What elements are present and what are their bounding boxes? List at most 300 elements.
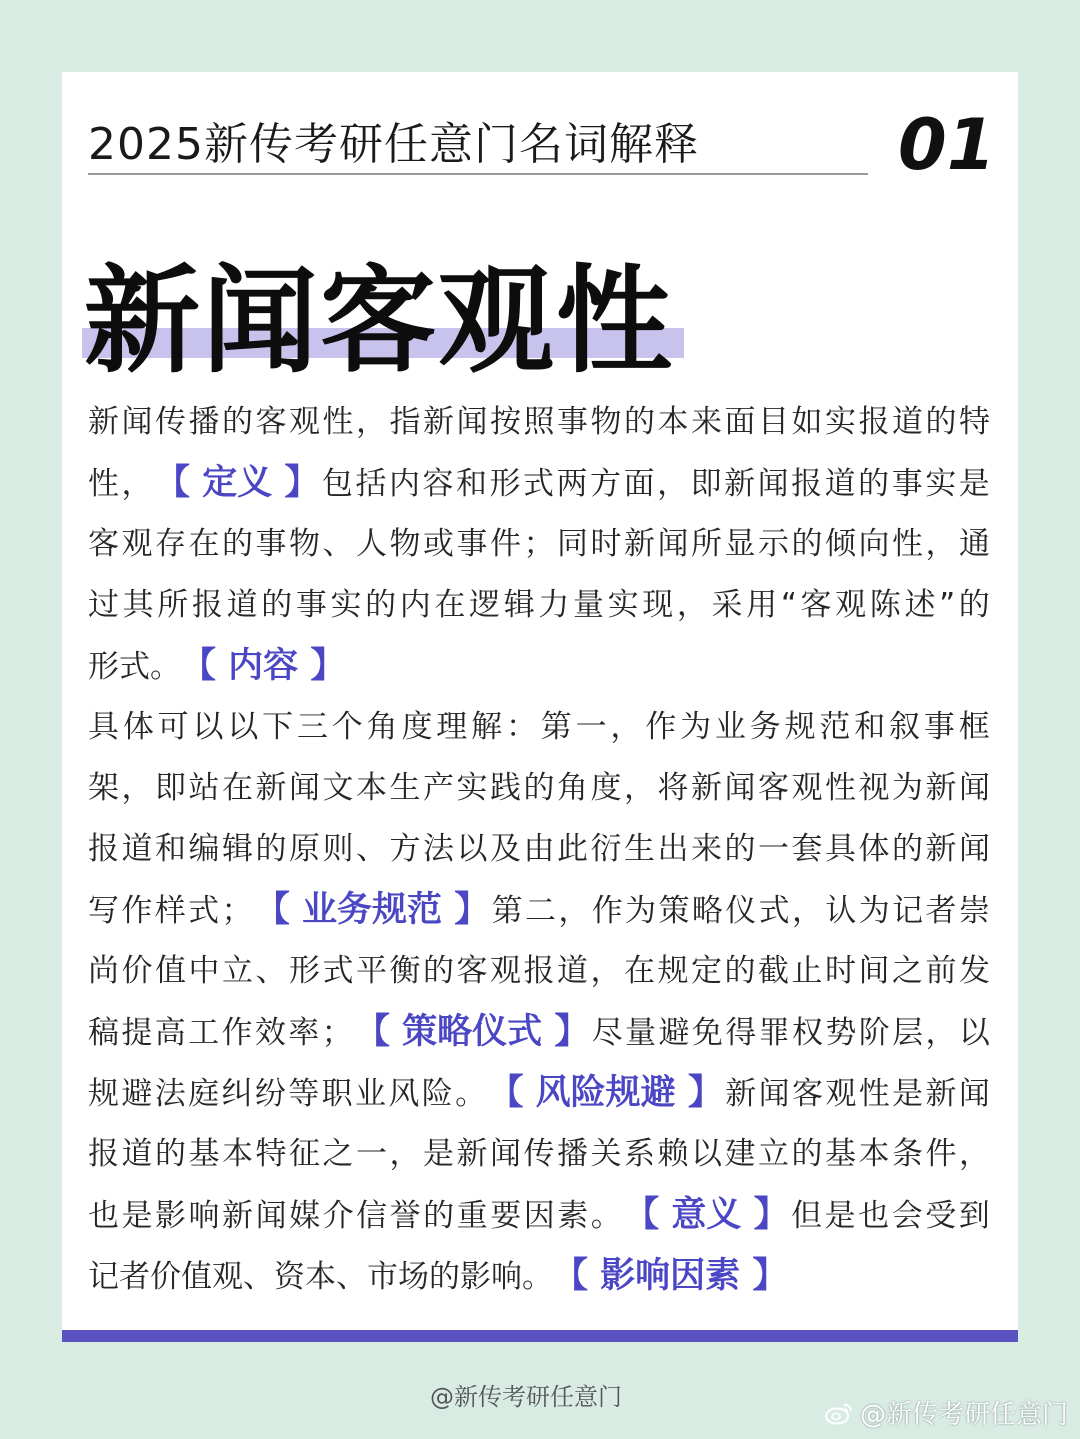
header-divider	[88, 173, 868, 175]
body-char: 时	[825, 953, 856, 989]
body-char: 观	[289, 404, 320, 440]
category-tag: 【 影响因素 】	[553, 1256, 788, 1296]
body-char: 立	[222, 953, 253, 989]
body-char: 可	[157, 709, 189, 745]
body-char: 作	[121, 893, 153, 929]
body-char: 闻	[757, 466, 789, 502]
body-char: ”	[939, 587, 956, 623]
body-char: 介	[322, 1198, 354, 1234]
body-char: 体	[122, 709, 154, 745]
body-char: 在	[624, 953, 655, 989]
body-line	[88, 1002, 990, 1063]
body-char: 生	[389, 770, 421, 806]
body-char: 以	[958, 1015, 990, 1051]
body-char: 量	[625, 1015, 657, 1051]
body-char: 特	[255, 1136, 287, 1172]
body-line	[88, 514, 990, 575]
body-char: 观	[791, 770, 823, 806]
term-title: 新闻客观性	[84, 253, 674, 389]
body-line	[88, 758, 990, 819]
body-char: ，	[590, 953, 622, 989]
category-tag: 【 风险规避 】	[488, 1073, 723, 1113]
body-char: 事	[891, 466, 923, 502]
body-char: 仪	[725, 893, 757, 929]
body-char: 率	[288, 1015, 320, 1051]
body-char: 影	[460, 1259, 491, 1295]
body-char: 本	[858, 1136, 890, 1172]
body-char: 是	[958, 466, 990, 502]
body-char: 其	[122, 587, 154, 623]
body-char: 闻	[490, 1136, 521, 1172]
body-char: 一	[758, 831, 789, 867]
body-char: 作	[221, 1015, 253, 1051]
body-char: 闻	[121, 404, 153, 440]
body-char: 传	[155, 404, 186, 440]
body-char: 第	[491, 893, 523, 929]
body-char: 二	[525, 893, 556, 929]
body-char: 为	[858, 893, 890, 929]
body-char: 逻	[469, 587, 501, 623]
body-char: 闻	[758, 1076, 790, 1112]
body-char: 关	[590, 1136, 622, 1172]
body-char: 实	[925, 466, 957, 502]
body-char: 效	[254, 1015, 286, 1051]
body-char: 式	[758, 893, 790, 929]
body-char: 力	[538, 587, 570, 623]
body-char: 样	[154, 893, 186, 929]
body-char: ，	[389, 1136, 421, 1172]
body-char: ：	[505, 709, 537, 745]
category-tag: 【 定义 】	[155, 463, 320, 503]
body-char: 写	[88, 893, 119, 929]
body-char: 等	[288, 1076, 320, 1112]
body-char: 视	[858, 770, 890, 806]
body-char: 报	[523, 953, 555, 989]
body-char: 倾	[825, 526, 856, 562]
body-char: 事	[295, 587, 327, 623]
body-char: 庭	[188, 1076, 220, 1112]
body-char: 避	[121, 1076, 153, 1112]
body-char: 在	[222, 770, 253, 806]
body-char: 物	[389, 526, 421, 562]
body-char: 观	[825, 1076, 857, 1112]
body-line	[88, 1246, 990, 1307]
body-char: 止	[791, 953, 823, 989]
body-char: 形	[489, 466, 521, 502]
body-char: 业	[714, 709, 746, 745]
body-char: 崇	[958, 893, 990, 929]
body-char: 纷	[254, 1076, 286, 1112]
body-char: 和	[854, 709, 886, 745]
body-char: 则	[322, 831, 354, 867]
body-char: 一	[356, 1136, 387, 1172]
body-char: 报	[791, 466, 823, 502]
body-char: 略	[691, 893, 723, 929]
body-char: 、	[322, 526, 354, 562]
body-char: 、	[336, 1259, 367, 1295]
weibo-watermark	[824, 1394, 1068, 1431]
body-char: 套	[791, 831, 823, 867]
body-char: 价	[121, 953, 153, 989]
body-char: 方	[590, 466, 622, 502]
body-char: 和	[155, 831, 186, 867]
body-char: 在	[434, 587, 466, 623]
body-char: 发	[959, 953, 990, 989]
body-char: 特	[959, 404, 990, 440]
body-char: 新	[88, 404, 119, 440]
body-char: 闻	[456, 404, 488, 440]
body-char: 用	[746, 587, 778, 623]
body-char: 得	[725, 1015, 757, 1051]
body-char: ，	[558, 893, 590, 929]
body-char: 角	[557, 770, 588, 806]
body-char: 截	[758, 953, 789, 989]
body-line	[88, 636, 990, 697]
body-char: 面	[623, 466, 655, 502]
body-char: 事	[557, 404, 588, 440]
body-char: 实	[607, 587, 639, 623]
body-char: 事	[456, 526, 488, 562]
body-char: 策	[658, 893, 690, 929]
body-char: 本	[356, 770, 387, 806]
body-char: 报	[88, 1136, 119, 1172]
body-char: 稿	[88, 1015, 119, 1051]
body-char: 的	[365, 587, 397, 623]
body-char: ，	[610, 709, 642, 745]
body-char: 辑	[222, 831, 253, 867]
body-char: 的	[925, 404, 957, 440]
body-char: 响	[491, 1259, 522, 1295]
body-char: 条	[892, 1136, 923, 1172]
body-char: 同	[557, 526, 588, 562]
card-bottom-bar	[62, 1330, 1018, 1342]
body-char: 本	[657, 404, 689, 440]
body-char: 是	[892, 1076, 924, 1112]
body-char: 范	[819, 709, 851, 745]
body-char: 即	[690, 466, 722, 502]
body-char: 陈	[869, 587, 901, 623]
body-char: 、	[356, 831, 387, 867]
body-char: 式	[188, 893, 220, 929]
body-char: 。	[590, 1198, 622, 1234]
category-tag: 【 意义 】	[624, 1195, 789, 1235]
body-char: 度	[401, 709, 433, 745]
body-char: 者	[925, 893, 957, 929]
body-char: 但	[791, 1198, 823, 1234]
body-char: 誉	[389, 1198, 421, 1234]
body-char: 示	[758, 526, 789, 562]
body-char: 闻	[657, 526, 689, 562]
body-char: 资	[274, 1259, 305, 1295]
body-char: 作	[645, 709, 677, 745]
body-char: 道	[121, 831, 153, 867]
body-char: 下	[262, 709, 294, 745]
weibo-icon	[824, 1401, 854, 1425]
body-char: 通	[959, 526, 990, 562]
body-char: 物	[590, 404, 622, 440]
body-char: 新	[624, 526, 655, 562]
body-char: 衍	[590, 831, 622, 867]
body-char: 闻	[289, 770, 320, 806]
body-char: 新	[925, 770, 957, 806]
body-char: 的	[724, 831, 756, 867]
body-char: 闻	[959, 831, 990, 867]
body-char: 势	[825, 1015, 857, 1051]
body-char: 观	[121, 526, 153, 562]
body-line	[88, 880, 990, 941]
body-char: 层	[892, 1015, 924, 1051]
body-char: 报	[858, 404, 890, 440]
body-char: 平	[356, 953, 387, 989]
body-char: 影	[155, 1198, 187, 1234]
body-char: 新	[724, 466, 756, 502]
body-char: 采	[711, 587, 743, 623]
body-char: 、	[255, 953, 287, 989]
body-char: 性	[825, 770, 856, 806]
body-char: 的	[791, 1136, 823, 1172]
body-char: 重	[456, 1198, 488, 1234]
body-char: 此	[557, 831, 588, 867]
body-char: ，	[624, 770, 655, 806]
body-char: 基	[188, 1136, 220, 1172]
body-char: 生	[624, 831, 655, 867]
body-char: 避	[658, 1015, 690, 1051]
body-char: 两	[556, 466, 588, 502]
body-char: 过	[88, 587, 119, 623]
body-char: 指	[389, 404, 421, 440]
body-line	[88, 1063, 990, 1124]
body-char: 三	[296, 709, 328, 745]
body-char: 。	[455, 1076, 487, 1112]
body-char: 本	[222, 1136, 253, 1172]
body-char: 之	[322, 1136, 354, 1172]
body-line	[88, 1124, 990, 1185]
body-char: 、	[243, 1259, 274, 1295]
body-char: 征	[289, 1136, 320, 1172]
body-char: 新	[691, 770, 722, 806]
body-char: 值	[155, 953, 186, 989]
body-char: 立	[758, 1136, 789, 1172]
body-char: 来	[691, 831, 722, 867]
body-char: 闻	[255, 1198, 287, 1234]
body-char: 内	[388, 466, 420, 502]
body-char: 的	[261, 587, 293, 623]
body-char: 辑	[503, 587, 535, 623]
body-char: ；	[523, 526, 555, 562]
body-char: 由	[523, 831, 555, 867]
category-tag: 【 业务规范 】	[254, 890, 490, 930]
watermark-text: @新传考研任意门	[859, 1400, 1068, 1430]
body-char: 文	[322, 770, 354, 806]
body-char: 也	[88, 1198, 119, 1234]
body-char: 业	[355, 1076, 386, 1112]
body-char: 向	[858, 526, 890, 562]
body-char: 尽	[591, 1015, 623, 1051]
body-char: 客	[792, 1076, 823, 1112]
body-char: 播	[188, 404, 220, 440]
body-line	[88, 1185, 990, 1246]
body-char: 内	[399, 587, 431, 623]
body-char: ，	[959, 1136, 990, 1172]
body-char: 客	[456, 953, 488, 989]
body-char: 以	[691, 1136, 722, 1172]
body-char: 以	[227, 709, 259, 745]
body-char: 要	[490, 1198, 522, 1234]
body-char: 的	[423, 1198, 455, 1234]
body-char: 权	[792, 1015, 823, 1051]
body-char: 在	[188, 526, 220, 562]
body-char: 式	[322, 953, 354, 989]
body-char: 观	[212, 1259, 243, 1295]
body-char: 的	[423, 953, 454, 989]
body-char: 叙	[889, 709, 921, 745]
body-char: 会	[891, 1198, 923, 1234]
body-char: 的	[222, 404, 253, 440]
body-char: 客	[255, 404, 287, 440]
body-char: 角	[366, 709, 398, 745]
body-char: 时	[590, 526, 622, 562]
body-line	[88, 575, 990, 636]
body-char: 者	[119, 1259, 150, 1295]
body-char: ，	[121, 466, 153, 502]
body-char: ，	[792, 893, 823, 929]
body-char: 风	[388, 1076, 420, 1112]
body-char: 报	[191, 587, 223, 623]
body-char: 作	[591, 893, 623, 929]
body-char: 规	[657, 953, 689, 989]
body-char: 产	[423, 770, 454, 806]
body-char: 件	[925, 1136, 957, 1172]
body-char: 阶	[858, 1015, 890, 1051]
body-char: 具	[88, 709, 119, 745]
body-char: 方	[389, 831, 421, 867]
body-char: 受	[925, 1198, 957, 1234]
body-char: 法	[154, 1076, 186, 1112]
body-char: 性	[858, 1076, 890, 1112]
body-char: 形	[289, 953, 320, 989]
body-char: 传	[523, 1136, 555, 1172]
body-char: 站	[188, 770, 220, 806]
body-char: 到	[958, 1198, 990, 1234]
body-char: 前	[925, 953, 957, 989]
body-char: ，	[657, 466, 689, 502]
body-char: 一	[575, 709, 607, 745]
body-char: 险	[421, 1076, 453, 1112]
body-char: 法	[423, 831, 454, 867]
body-line	[88, 697, 990, 758]
body-char: 的	[429, 1259, 460, 1295]
body-char: 的	[958, 587, 990, 623]
body-char: 现	[642, 587, 674, 623]
body-char: 包	[321, 466, 353, 502]
body-char: 所	[691, 526, 722, 562]
body-char: 为	[680, 709, 712, 745]
definition-body	[88, 392, 990, 1307]
body-char: ，	[121, 770, 153, 806]
body-char: 人	[356, 526, 387, 562]
body-char: 的	[523, 770, 555, 806]
category-tag: 【 策略仪式 】	[355, 1012, 590, 1052]
body-char: 实	[825, 404, 856, 440]
body-char: ；	[221, 893, 253, 929]
body-char: 体	[858, 831, 890, 867]
body-char: 如	[791, 404, 823, 440]
body-char: 新	[725, 1076, 757, 1112]
body-char: 是	[423, 1136, 454, 1172]
body-char: 性	[88, 466, 119, 502]
body-char: 第	[540, 709, 572, 745]
body-char: 免	[691, 1015, 723, 1051]
body-char: 物	[289, 526, 320, 562]
body-char: 本	[305, 1259, 336, 1295]
body-char: 或	[423, 526, 454, 562]
body-char: 实	[456, 770, 488, 806]
body-char: 式	[119, 649, 150, 685]
body-char: 响	[188, 1198, 220, 1234]
body-char: 新	[925, 1076, 957, 1112]
body-char: ，	[925, 1015, 957, 1051]
body-char: 新	[456, 1136, 488, 1172]
body-char: 因	[523, 1198, 555, 1234]
body-char: 场	[398, 1259, 429, 1295]
body-char: 容	[422, 466, 454, 502]
body-char: 之	[892, 953, 923, 989]
body-char: 系	[624, 1136, 655, 1172]
body-char: 将	[657, 770, 689, 806]
body-char: ，	[925, 526, 957, 562]
body-char: 信	[356, 1198, 388, 1234]
body-char: 按	[490, 404, 521, 440]
body-char: 尚	[88, 953, 119, 989]
body-char: 观	[490, 953, 521, 989]
body-char: 观	[835, 587, 867, 623]
body-char: 事	[255, 526, 287, 562]
body-char: 实	[330, 587, 362, 623]
category-tag: 【 内容 】	[181, 646, 346, 686]
body-char: 播	[557, 1136, 588, 1172]
body-char: 事	[923, 709, 955, 745]
body-char: 性	[322, 404, 354, 440]
body-char: 和	[455, 466, 487, 502]
body-line	[88, 453, 990, 514]
body-char: 。	[150, 649, 181, 685]
body-char: 式	[523, 466, 555, 502]
body-char: 定	[691, 953, 722, 989]
body-char: 新	[423, 404, 454, 440]
series-title: 2025新传考研任意门名词解释	[88, 119, 699, 170]
body-line	[88, 819, 990, 880]
body-char: 框	[958, 709, 990, 745]
body-char: 照	[523, 404, 555, 440]
body-char: 显	[724, 526, 756, 562]
body-char: 性	[892, 526, 923, 562]
body-char: 是	[824, 1198, 856, 1234]
body-char: ，	[356, 404, 387, 440]
body-char: 践	[490, 770, 521, 806]
body-char: ；	[321, 1015, 353, 1051]
body-char: 闻	[959, 770, 990, 806]
body-char: 价	[150, 1259, 181, 1295]
body-char: 罪	[758, 1015, 790, 1051]
body-char: 的	[892, 831, 923, 867]
body-char: 道	[121, 1136, 153, 1172]
body-char: 以	[456, 831, 488, 867]
body-char: 道	[226, 587, 258, 623]
body-char: 建	[724, 1136, 756, 1172]
body-char: 件	[490, 526, 521, 562]
body-char: 是	[121, 1198, 153, 1234]
body-char: 出	[657, 831, 689, 867]
